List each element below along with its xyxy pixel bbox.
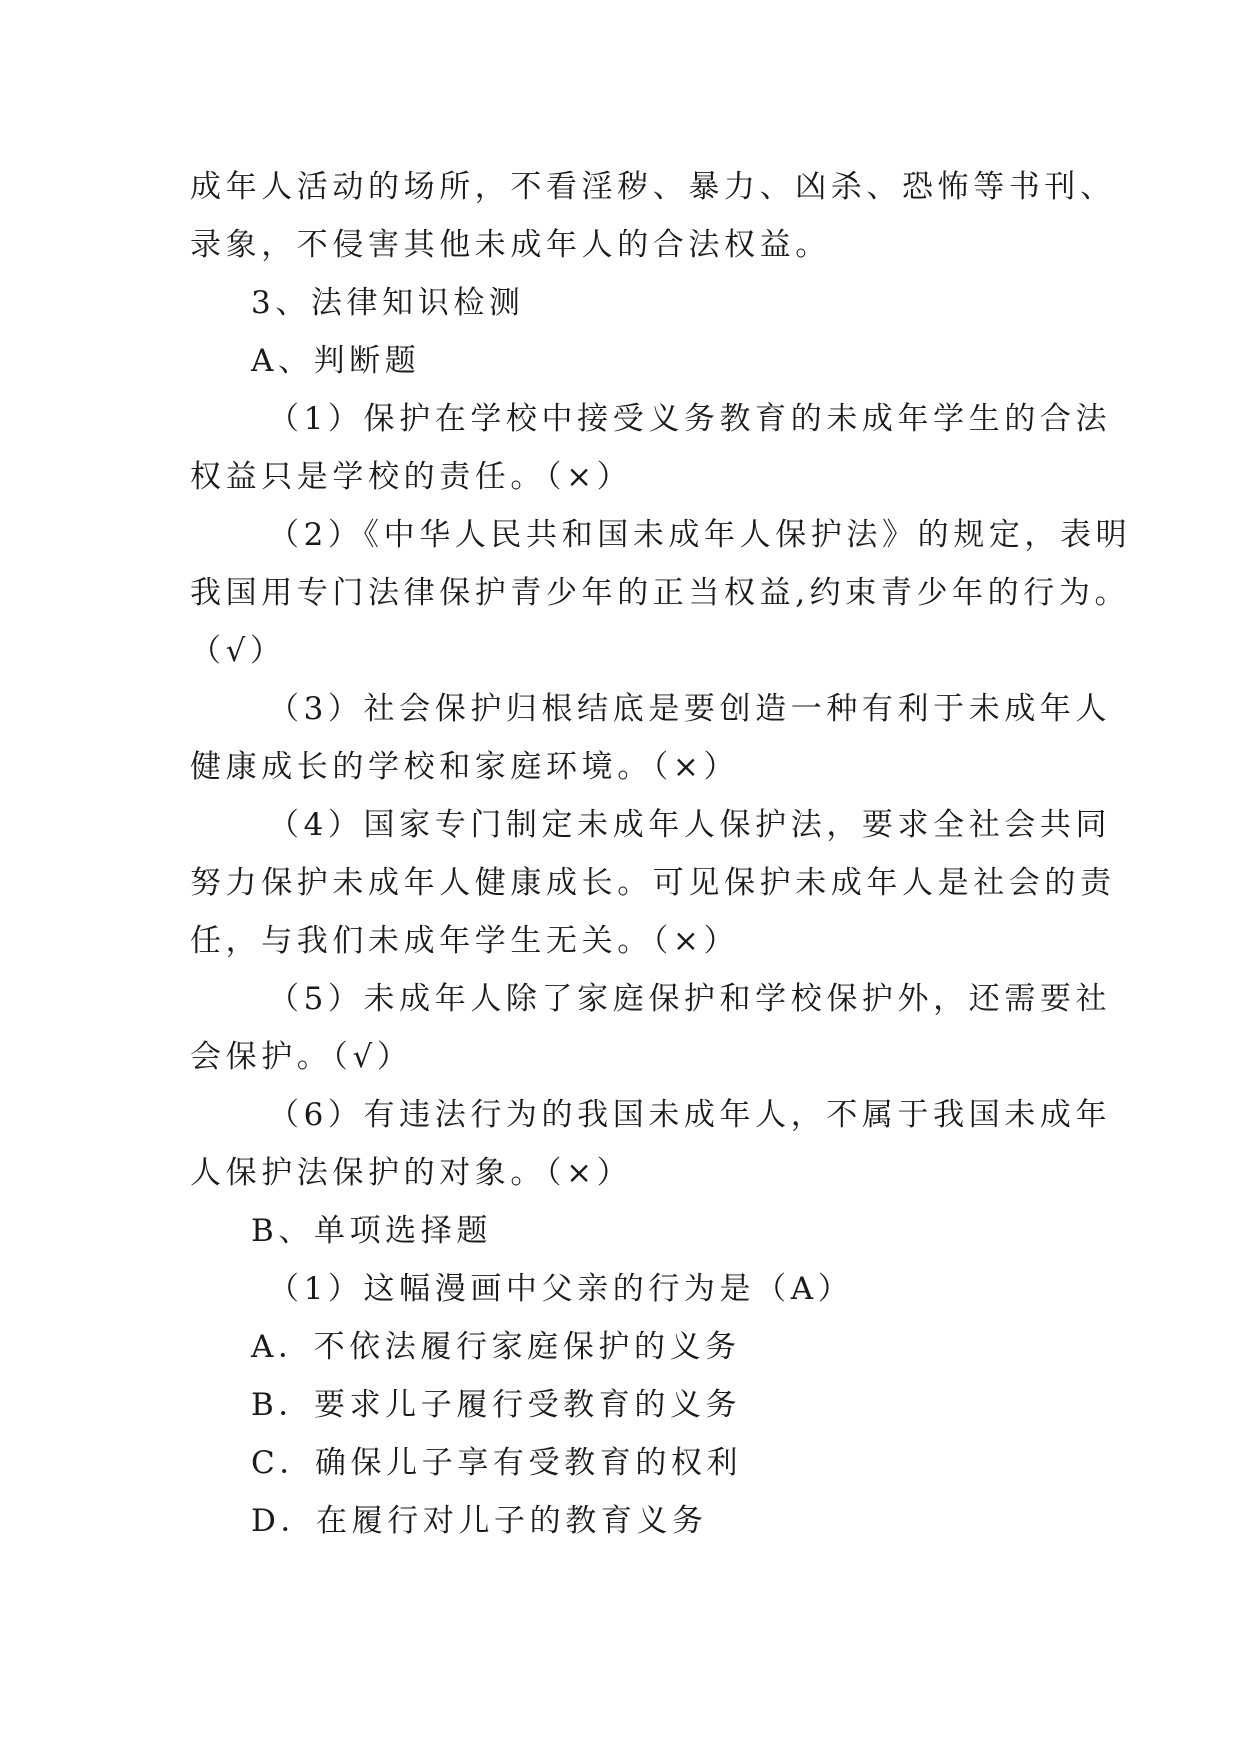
question-line: （2）《中华人民共和国未成年人保护法》的规定，表明 — [268, 517, 1132, 553]
subsection-heading: B、单项选择题 — [251, 1213, 492, 1249]
question-line: （1）这幅漫画中父亲的行为是（A） — [268, 1271, 854, 1307]
question-line: 任，与我们未成年学生无关。（×） — [190, 923, 740, 959]
section-heading: 3、法律知识检测 — [251, 285, 525, 321]
question-line: （5）未成年人除了家庭保护和学校保护外，还需要社 — [268, 981, 1112, 1017]
paragraph-line: 录象，不侵害其他未成年人的合法权益。 — [190, 227, 831, 263]
question-line: 人保护法保护的对象。（×） — [190, 1155, 633, 1191]
subsection-heading: A、判断题 — [251, 343, 421, 379]
option-line: B．要求儿子履行受教育的义务 — [251, 1387, 742, 1423]
question-line: 会保护。（√） — [190, 1039, 413, 1075]
option-line: D．在履行对儿子的教育义务 — [251, 1503, 708, 1539]
option-line: A．不依法履行家庭保护的义务 — [251, 1329, 741, 1365]
question-line: 健康成长的学校和家庭环境。（×） — [190, 749, 740, 785]
paragraph-line: 成年人活动的场所，不看淫秽、暴力、凶杀、恐怖等书刊、 — [190, 169, 1116, 205]
question-line: （6）有违法行为的我国未成年人，不属于我国未成年 — [268, 1097, 1112, 1133]
question-line: 权益只是学校的责任。（×） — [190, 459, 633, 495]
question-line: （√） — [190, 633, 286, 669]
question-line: 努力保护未成年人健康成长。可见保护未成年人是社会的责 — [190, 865, 1116, 901]
question-line: （3）社会保护归根结底是要创造一种有利于未成年人 — [268, 691, 1112, 727]
question-line: （4）国家专门制定未成年人保护法，要求全社会共同 — [268, 807, 1112, 843]
question-line: 我国用专门法律保护青少年的正当权益,约束青少年的行为。 — [190, 575, 1131, 611]
question-line: （1）保护在学校中接受义务教育的未成年学生的合法 — [268, 401, 1112, 437]
option-line: C．确保儿子享有受教育的权利 — [251, 1445, 743, 1481]
